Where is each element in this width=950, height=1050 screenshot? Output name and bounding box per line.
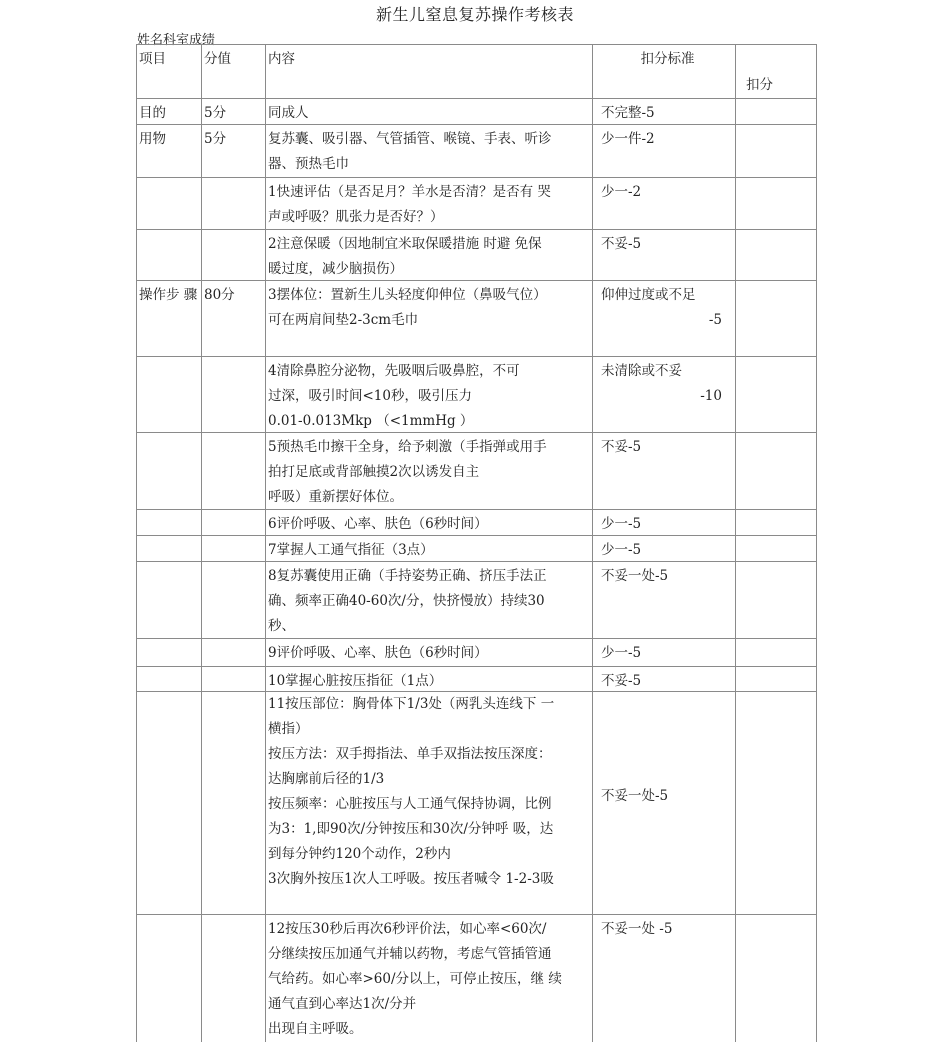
item-cell <box>137 230 202 280</box>
score-cell <box>202 562 266 638</box>
score-cell <box>202 433 266 509</box>
item-cell <box>137 357 202 432</box>
criteria-line: 少一-5 <box>601 542 642 558</box>
score-cell <box>202 915 266 1042</box>
content-line: 秒、 <box>268 618 295 634</box>
score-cell <box>202 692 266 914</box>
deduct-cell <box>736 562 817 638</box>
content-line: 按压方法：双手拇指法、单手双指法按压深度： <box>268 746 552 762</box>
item-cell <box>137 536 202 561</box>
content-line: 1快速评估（是否足月？羊水是否清？是否有 哭 <box>268 184 551 200</box>
content-line: 同成人 <box>268 105 309 121</box>
table-header-row <box>137 45 817 99</box>
criteria-line: 不妥一处 -5 <box>601 921 673 937</box>
content-line: 呼吸）重新摆好体位。 <box>268 489 403 505</box>
table-row <box>137 230 817 281</box>
criteria-cell <box>593 562 736 638</box>
deduct-cell <box>736 536 817 561</box>
content-cell <box>266 536 593 561</box>
criteria-cell <box>593 178 736 229</box>
criteria-line: 不完整-5 <box>601 105 655 121</box>
criteria-line: 仰伸过度或不足 <box>601 287 696 303</box>
criteria-cell <box>593 125 736 177</box>
content-cell <box>266 667 593 691</box>
table-row <box>137 536 817 562</box>
content-cell <box>266 510 593 535</box>
header-deduct-cell <box>736 45 817 98</box>
criteria-line: 不妥一处-5 <box>601 787 669 804</box>
criteria-line: 不妥-5 <box>601 673 642 689</box>
score-cell <box>202 230 266 280</box>
content-line: 3摆体位：置新生儿头轻度仰伸位（鼻吸气位） <box>268 287 547 303</box>
content-cell <box>266 99 593 124</box>
content-line: 12按压30秒后再次6秒评价法，如心率<60次/ <box>268 921 547 937</box>
item-cell <box>137 562 202 638</box>
criteria-line: 少一-5 <box>601 645 642 661</box>
deduct-cell <box>736 99 817 124</box>
criteria-cell <box>593 676 736 914</box>
content-cell <box>266 433 593 509</box>
score-cell <box>202 536 266 561</box>
content-line: 器、预热毛巾 <box>268 156 349 172</box>
content-line: 3次胸外按压1次人工呼吸。按压者喊令 1-2-3吸 <box>268 871 554 887</box>
content-line: 到每分钟约120个动作，2秒内 <box>268 846 451 862</box>
content-line: 过深，吸引时间<10秒，吸引压力 <box>268 388 472 404</box>
content-line: 2注意保暖（因地制宜米取保暖措施 时避 免保 <box>268 236 542 252</box>
table-body <box>137 99 817 1042</box>
content-line: 5预热毛巾擦干全身，给予刺激（手指弹或用手 <box>268 439 547 455</box>
deduct-cell <box>736 692 817 914</box>
content-cell <box>266 125 593 177</box>
criteria-line: 少一件-2 <box>601 131 655 147</box>
score-cell <box>202 639 266 666</box>
table-row <box>137 639 817 667</box>
content-cell <box>266 178 593 229</box>
item-cell <box>137 178 202 229</box>
content-line: 7掌握人工通气指征（3点） <box>268 542 434 558</box>
table-row <box>137 562 817 639</box>
deduct-cell <box>736 357 817 432</box>
score-cell <box>202 178 266 229</box>
criteria-line: 未清除或不妥 <box>601 363 682 379</box>
item-cell <box>137 639 202 666</box>
content-line: 声或呼吸？肌张力是否好？） <box>268 209 444 225</box>
table-row <box>137 433 817 510</box>
content-line: 拍打足底或背部触摸2次以诱发自主 <box>268 464 480 480</box>
score-cell: 5分 <box>202 99 266 124</box>
criteria-cell <box>593 281 736 356</box>
table-row <box>137 125 817 178</box>
header-criteria: 扣分标准 <box>593 45 736 98</box>
header-content: 内容 <box>266 45 593 98</box>
content-line: 10掌握心脏按压指征（1点） <box>268 673 443 689</box>
criteria-cell <box>593 230 736 280</box>
criteria-cell <box>593 357 736 432</box>
table-row <box>137 692 817 915</box>
criteria-cell <box>593 510 736 535</box>
item-cell: 用物 <box>137 125 202 177</box>
deduct-cell <box>736 510 817 535</box>
item-cell <box>137 433 202 509</box>
item-cell <box>137 510 202 535</box>
table-row <box>137 99 817 125</box>
deduct-cell <box>736 667 817 691</box>
content-cell <box>266 357 593 432</box>
deduct-cell <box>736 639 817 666</box>
content-cell <box>266 230 593 280</box>
criteria-cell <box>593 99 736 124</box>
content-line: 9评价呼吸、心率、肤色（6秒时间） <box>268 645 488 661</box>
table-row <box>137 281 817 357</box>
item-cell <box>137 667 202 691</box>
content-line: 为3：1,即90次/分钟按压和30次/分钟呼 吸，达 <box>268 821 554 837</box>
deduct-cell <box>736 178 817 229</box>
criteria-line: 少一-5 <box>601 516 642 532</box>
score-cell: 5分 <box>202 125 266 177</box>
criteria-cell <box>593 915 736 1042</box>
content-line: 4清除鼻腔分泌物，先吸咽后吸鼻腔，不可 <box>268 363 520 379</box>
table-row <box>137 510 817 536</box>
item-cell: 操作步 骤 <box>137 281 202 356</box>
header-deduct: 扣分 <box>746 77 773 93</box>
criteria-cell <box>593 639 736 666</box>
table-row <box>137 915 817 1042</box>
content-line: 通气直到心率达1次/分并 <box>268 996 417 1012</box>
content-cell <box>266 562 593 638</box>
criteria-cell <box>593 433 736 509</box>
assessment-table <box>136 44 817 1042</box>
criteria-line: 少一-2 <box>601 184 642 200</box>
content-line: 0.01-0.013Mkp （<1mmHg ） <box>268 413 474 429</box>
score-cell <box>202 510 266 535</box>
header-item: 项目 <box>137 45 202 98</box>
content-line: 复苏囊、吸引器、气管插管、喉镜、手表、听诊 <box>268 131 552 147</box>
score-cell <box>202 667 266 691</box>
score-cell: 80分 <box>202 281 266 356</box>
deduct-cell <box>736 915 817 1042</box>
examinee-info-line: 姓名科室成绩 <box>137 33 216 48</box>
content-cell <box>266 281 593 356</box>
content-line: 按压频率：心脏按压与人工通气保持协调，比例 <box>268 796 552 812</box>
score-cell <box>202 357 266 432</box>
deduct-cell <box>736 230 817 280</box>
content-line: 横指） <box>268 721 309 737</box>
deduct-cell <box>736 125 817 177</box>
criteria-line: 不妥-5 <box>601 236 642 252</box>
content-line: 确、频率正确40-60次/分，快挤慢放）持续30 <box>268 593 545 609</box>
item-cell <box>137 692 202 914</box>
content-line: 暖过度，减少脑损伤） <box>268 261 403 277</box>
criteria-line: -10 <box>700 388 722 404</box>
content-line: 可在两肩间垫2-3cm毛巾 <box>268 312 419 328</box>
content-cell <box>266 915 593 1042</box>
content-line: 分继续按压加通气并辅以药物，考虑气管插管通 <box>268 946 552 962</box>
content-line: 气给药。如心率>60/分以上，可停止按压，继 续 <box>268 971 562 987</box>
content-line: 6评价呼吸、心率、肤色（6秒时间） <box>268 516 488 532</box>
table-row <box>137 357 817 433</box>
content-line: 达胸廓前后径的1/3 <box>268 771 385 787</box>
criteria-line: -5 <box>708 312 722 328</box>
deduct-cell <box>736 281 817 356</box>
header-score: 分值 <box>202 45 266 98</box>
content-line: 出现自主呼吸。 <box>268 1021 363 1037</box>
criteria-line: 不妥-5 <box>601 439 642 455</box>
content-cell <box>266 692 593 914</box>
item-cell: 目的 <box>137 99 202 124</box>
item-cell <box>137 915 202 1042</box>
deduct-cell <box>736 433 817 509</box>
content-line: 8复苏囊使用正确（手持姿势正确、挤压手法正 <box>268 568 547 584</box>
content-cell <box>266 639 593 666</box>
form-title: 新生儿窒息复苏操作考核表 <box>375 5 574 24</box>
criteria-cell <box>593 536 736 561</box>
content-line: 11按压部位：胸骨体下1/3处（两乳头连线下 一 <box>268 696 555 712</box>
table-row <box>137 178 817 230</box>
criteria-line: 不妥一处-5 <box>601 568 669 584</box>
